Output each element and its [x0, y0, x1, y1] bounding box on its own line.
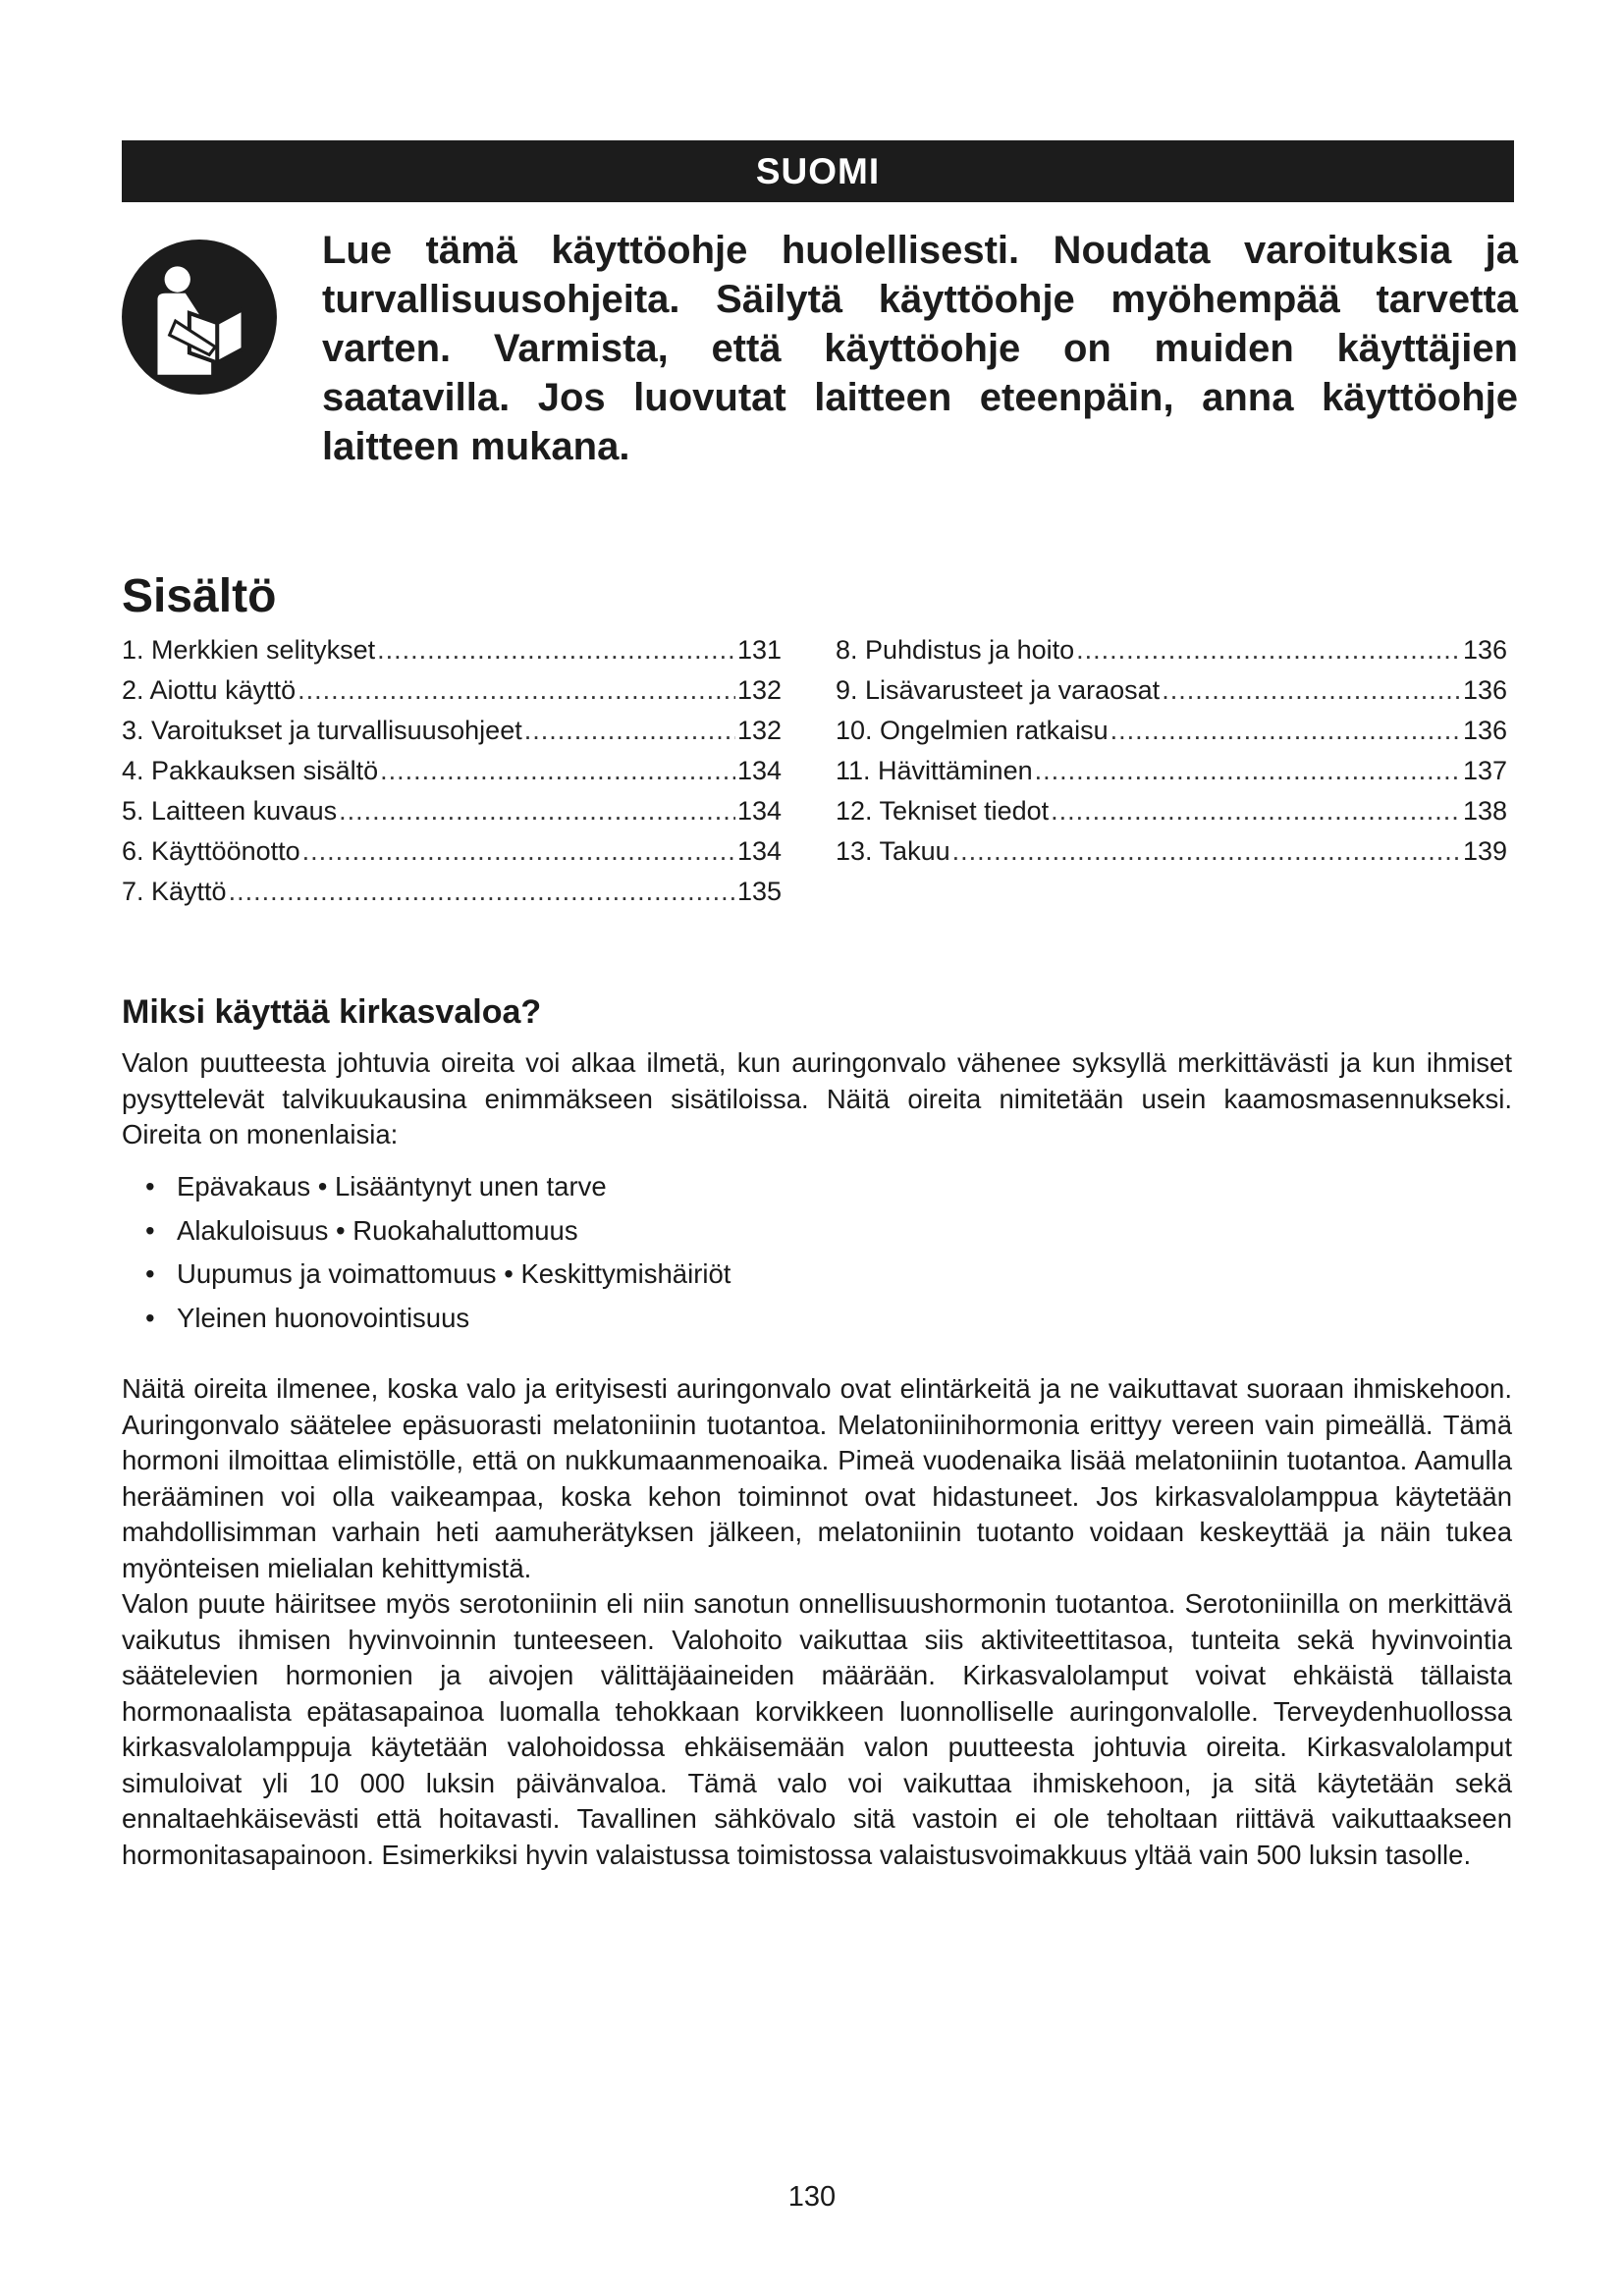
- toc-item-label: 6. Käyttöönotto: [122, 836, 300, 866]
- toc-item-label: 1. Merkkien selitykset: [122, 635, 376, 665]
- toc-item-label: 8. Puhdistus ja hoito: [836, 635, 1075, 665]
- toc-dot-leader: [1051, 791, 1461, 831]
- toc-item-page: 138: [1462, 796, 1507, 826]
- toc-item[interactable]: [122, 670, 782, 711]
- toc-item-label: 11. Hävittäminen: [836, 756, 1033, 785]
- list-item: • Alakuloisuus • Ruokahaluttomuus: [145, 1209, 731, 1254]
- toc-item-label: 10. Ongelmien ratkaisu: [836, 716, 1109, 745]
- toc-dot-leader: [229, 872, 735, 912]
- toc-dot-leader: [380, 751, 735, 791]
- read-manual-icon: [120, 238, 279, 397]
- toc-dot-leader: [952, 831, 1461, 872]
- toc-item[interactable]: [836, 711, 1507, 751]
- toc-item-page: 134: [736, 836, 782, 866]
- toc-item-label: 13. Takuu: [836, 836, 950, 866]
- toc-dot-leader: [302, 831, 735, 872]
- toc-dot-leader: [524, 711, 735, 751]
- toc-item-label: 9. Lisävarusteet ja varaosat: [836, 675, 1161, 705]
- symptom-list: [145, 1165, 731, 1340]
- toc-item-page: 134: [736, 756, 782, 785]
- toc-item[interactable]: [836, 791, 1507, 831]
- toc-title: Sisältö: [122, 570, 277, 622]
- toc-item-page: 137: [1462, 756, 1507, 785]
- toc-item-page: 132: [736, 675, 782, 705]
- language-header: SUOMI: [122, 140, 1514, 202]
- toc-item[interactable]: [836, 630, 1507, 670]
- page-number: 130: [787, 2181, 837, 2213]
- toc-dot-leader: [1035, 751, 1461, 791]
- toc-item[interactable]: [122, 831, 782, 872]
- toc-item-label: 4. Pakkauksen sisältö: [122, 756, 379, 785]
- toc-left-column: [122, 630, 782, 912]
- toc-item-page: 136: [1462, 675, 1507, 705]
- toc-dot-leader: [1162, 670, 1461, 711]
- toc-item-label: 5. Laitteen kuvaus: [122, 796, 338, 826]
- toc-item[interactable]: [122, 630, 782, 670]
- toc-dot-leader: [377, 630, 735, 670]
- section-title: Miksi käyttää kirkasvaloa?: [122, 993, 542, 1031]
- toc-item-page: 136: [1462, 635, 1507, 665]
- toc-item-label: 7. Käyttö: [122, 877, 227, 906]
- toc-item-page: 132: [736, 716, 782, 745]
- toc-dot-leader: [298, 670, 735, 711]
- toc-dot-leader: [1110, 711, 1461, 751]
- toc-item-page: 131: [736, 635, 782, 665]
- list-item: • Yleinen huonovointisuus: [145, 1297, 731, 1341]
- toc-item-page: 134: [736, 796, 782, 826]
- toc-item-page: 136: [1462, 716, 1507, 745]
- toc-item[interactable]: [836, 831, 1507, 872]
- toc-item[interactable]: [122, 711, 782, 751]
- toc-dot-leader: [1076, 630, 1461, 670]
- toc-item-label: 12. Tekniset tiedot: [836, 796, 1050, 826]
- toc-item-label: 2. Aiottu käyttö: [122, 675, 297, 705]
- toc-right-column: [836, 630, 1507, 872]
- toc-item[interactable]: [122, 751, 782, 791]
- toc-item[interactable]: [122, 872, 782, 912]
- section-body: [122, 1371, 1512, 1873]
- toc-item-page: 135: [736, 877, 782, 906]
- toc-item-label: 3. Varoitukset ja turvallisuusohjeet: [122, 716, 522, 745]
- list-item: • Epävakaus • Lisääntynyt unen tarve: [145, 1165, 731, 1209]
- list-item: • Uupumus ja voimattomuus • Keskittymishäiriöt: [145, 1253, 731, 1297]
- section-paragraph: Valon puutteesta johtuvia oireita voi alkaa ilmetä, kun auringonvalo vähenee syksyllä merkittävästi ja kun ihmiset pysyttelevät talvikuukausina enimmäkseen sisätiloissa. Näitä oireita nimitetään usein kaamosmasennukseksi. Oireita on monenlaisia:: [122, 1047, 1512, 1149]
- toc-item[interactable]: [122, 791, 782, 831]
- toc-item[interactable]: [836, 751, 1507, 791]
- toc-item-page: 139: [1462, 836, 1507, 866]
- section-paragraph: Valon puute häiritsee myös serotoniinin eli niin sanotun onnellisuushormonin tuotantoa. Serotoniinilla on merkittävä vaikutus ihmisen hyvinvoinnin tunteeseen. Valohoito vaikuttaa siis aktiviteettitasoa, tunteita sekä hyvinvointia säätelevien hormonien ja aivojen välittäjäaineiden määrään. Kirkasvalolamput voivat ehkäistä tällaista hormonaalista epätasapainoa luomalla tehokkaan korvikkeen luonnolliselle auringonvalolle. Terveydenhuollossa kirkasvalolamppuja käytetään valohoidossa ehkäisemään valon puutteesta johtuvia oireita. Kirkasvalolamput simuloivat yli 10 000 luksin päivänvaloa. Tämä valo voi vaikuttaa ihmiskehoon, ja sitä käytetään sekä ennaltaehkäisevästi että hoitavasti. Tavallinen sähkövalo sitä vastoin ei ole teholtaan riittävä vaikuttaakseen hormonitasapainoon. Esimerkiksi hyvin valaistussa toimistossa valaistusvoimakkuus yltää vain 500 luksin tasolle.: [122, 1588, 1512, 1870]
- section-paragraph: Näitä oireita ilmenee, koska valo ja erityisesti auringonvalo ovat elintärkeitä ja ne vaikuttavat suoraan ihmiskehoon. Auringonvalo säätelee epäsuorasti melatoniinin tuotantoa. Melatoniinihormonia erittyy vereen vain pimeällä. Tämä hormoni ilmoittaa elimistölle, että on nukkumaanmenoaika. Pimeä vuodenaika lisää melatoniinin tuotantoa. Aamulla herääminen voi olla vaikeampaa, koska kehon toiminnot ovat hidastuneet. Jos kirkasvalolamppua käytetään mahdollisimman varhain heti aamuherätyksen jälkeen, melatoniinin tuotanto voidaan keskeyttää ja näin tukea myönteisen mielialan kehittymistä.: [122, 1373, 1512, 1583]
- toc-item[interactable]: [836, 670, 1507, 711]
- toc-dot-leader: [339, 791, 735, 831]
- intro-warning-text: Lue tämä käyttöohje huolellisesti. Noudata varoituksia ja turvallisuusohjeita. Säilytä käyttöohje myöhempää tarvetta varten. Varmista, että käyttöohje on muiden käyttäjien saatavilla. Jos luovutat laitteen eteenpäin, anna käyttöohje laitteen mukana.: [322, 229, 1518, 468]
